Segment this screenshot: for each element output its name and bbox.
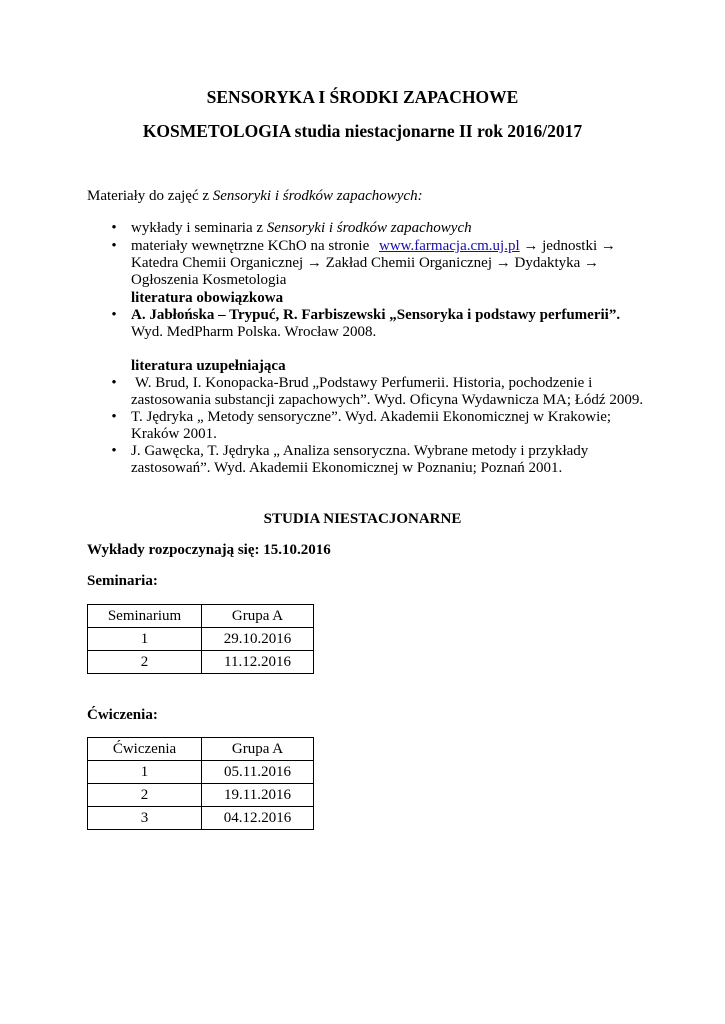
table-cell: 19.11.2016: [202, 784, 314, 807]
studia-heading: STUDIA NIESTACJONARNE: [263, 511, 462, 527]
bullet-icon: •: [111, 238, 117, 254]
table-cell: 29.10.2016: [202, 628, 314, 651]
materials-item-internal-line3: Ogłoszenia Kosmetologia: [131, 272, 287, 288]
supplementary-literature-item: [131, 409, 651, 443]
supplementary-literature-item-line2: zastosowania substancji zapachowych”. Wyd. Oficyna Wydawnicza MA; Łódź 2009.: [131, 392, 644, 408]
table-header-row: [88, 605, 314, 628]
materials-item-internal-line2: Katedra Chemii Organicznej → Zakład Chemii Organicznej → Dydaktyka →: [131, 255, 600, 271]
farmacja-link[interactable]: www.farmacja.cm.uj.pl: [379, 238, 520, 254]
materials-item-internal-prefix: materiały wewnętrzne KChO na stronie: [131, 238, 373, 254]
supplementary-literature-item-line1: J. Gawęcka, T. Jędryka „ Analiza sensoryczna. Wybrane metody i przykłady: [131, 443, 589, 459]
bullet-icon: •: [111, 375, 117, 391]
table-header-row: [88, 738, 314, 761]
table-cell: 04.12.2016: [202, 807, 314, 830]
materials-intro-prefix: Materiały do zajęć z: [87, 188, 213, 204]
supplementary-literature-item-line1: T. Jędryka „ Metody sensoryczne”. Wyd. Akademii Ekonomicznej w Krakowie;: [131, 409, 612, 425]
required-literature-item-line2: Wyd. MedPharm Polska. Wrocław 2008.: [131, 324, 377, 340]
cwiczenia-label: Ćwiczenia:: [87, 707, 158, 723]
bullet-icon: •: [111, 409, 117, 425]
cwiczenia-table: [87, 737, 314, 830]
supplementary-literature-item-line2: zastosowań”. Wyd. Akademii Ekonomicznej w Poznaniu; Poznań 2001.: [131, 460, 563, 476]
table-header-cell: Grupa A: [202, 605, 314, 628]
seminaria-table: [87, 604, 314, 674]
document-subtitle: KOSMETOLOGIA studia niestacjonarne II rok 2016/2017: [142, 121, 583, 141]
table-header-cell: Grupa A: [202, 738, 314, 761]
materials-item-internal-rest: → jednostki →: [519, 238, 616, 254]
supplementary-literature-item: [135, 375, 655, 392]
table-header-cell: Ćwiczenia: [88, 738, 202, 761]
seminaria-label: Seminaria:: [87, 573, 158, 589]
table-cell: 2: [88, 784, 202, 807]
bullet-icon: •: [111, 443, 117, 459]
table-cell: 3: [88, 807, 202, 830]
bullet-icon: •: [111, 220, 117, 236]
required-literature-item: [131, 307, 651, 341]
table-row: [88, 784, 314, 807]
table-row: [88, 761, 314, 784]
supplementary-literature-item-line1: W. Brud, I. Konopacka-Brud „Podstawy Perfumerii. Historia, pochodzenie i: [135, 375, 593, 391]
table-cell: 1: [88, 761, 202, 784]
table-row: [88, 807, 314, 830]
materials-item-internal-line1: [131, 238, 651, 255]
materials-item-lectures-italic: Sensoryki i środków zapachowych: [266, 220, 472, 236]
table-cell: 11.12.2016: [202, 651, 314, 674]
table-row: [88, 628, 314, 651]
materials-item-internal: [131, 238, 651, 289]
bullet-icon: •: [111, 307, 117, 323]
supplementary-literature-heading: literatura uzupełniająca: [131, 358, 286, 374]
table-cell: 05.11.2016: [202, 761, 314, 784]
materials-item-lectures: [131, 220, 651, 237]
table-header-cell: Seminarium: [88, 605, 202, 628]
materials-item-lectures-prefix: wykłady i seminaria z: [131, 220, 267, 236]
table-cell: 1: [88, 628, 202, 651]
supplementary-literature-item: [131, 443, 651, 477]
supplementary-literature-item-line2: Kraków 2001.: [131, 426, 217, 442]
table-cell: 2: [88, 651, 202, 674]
materials-intro-italic: Sensoryki i środków zapachowych:: [212, 188, 423, 204]
table-row: [88, 651, 314, 674]
required-literature-heading: literatura obowiązkowa: [131, 290, 284, 306]
supplementary-literature-item-cont: [131, 392, 651, 409]
required-literature-item-line1: A. Jabłońska – Trypuć, R. Farbiszewski „Sensoryka i podstawy perfumerii”.: [131, 307, 621, 323]
document-title: SENSORYKA I ŚRODKI ZAPACHOWE: [206, 87, 519, 107]
materials-intro: [87, 188, 687, 205]
lectures-start: Wykłady rozpoczynają się: 15.10.2016: [87, 542, 331, 558]
